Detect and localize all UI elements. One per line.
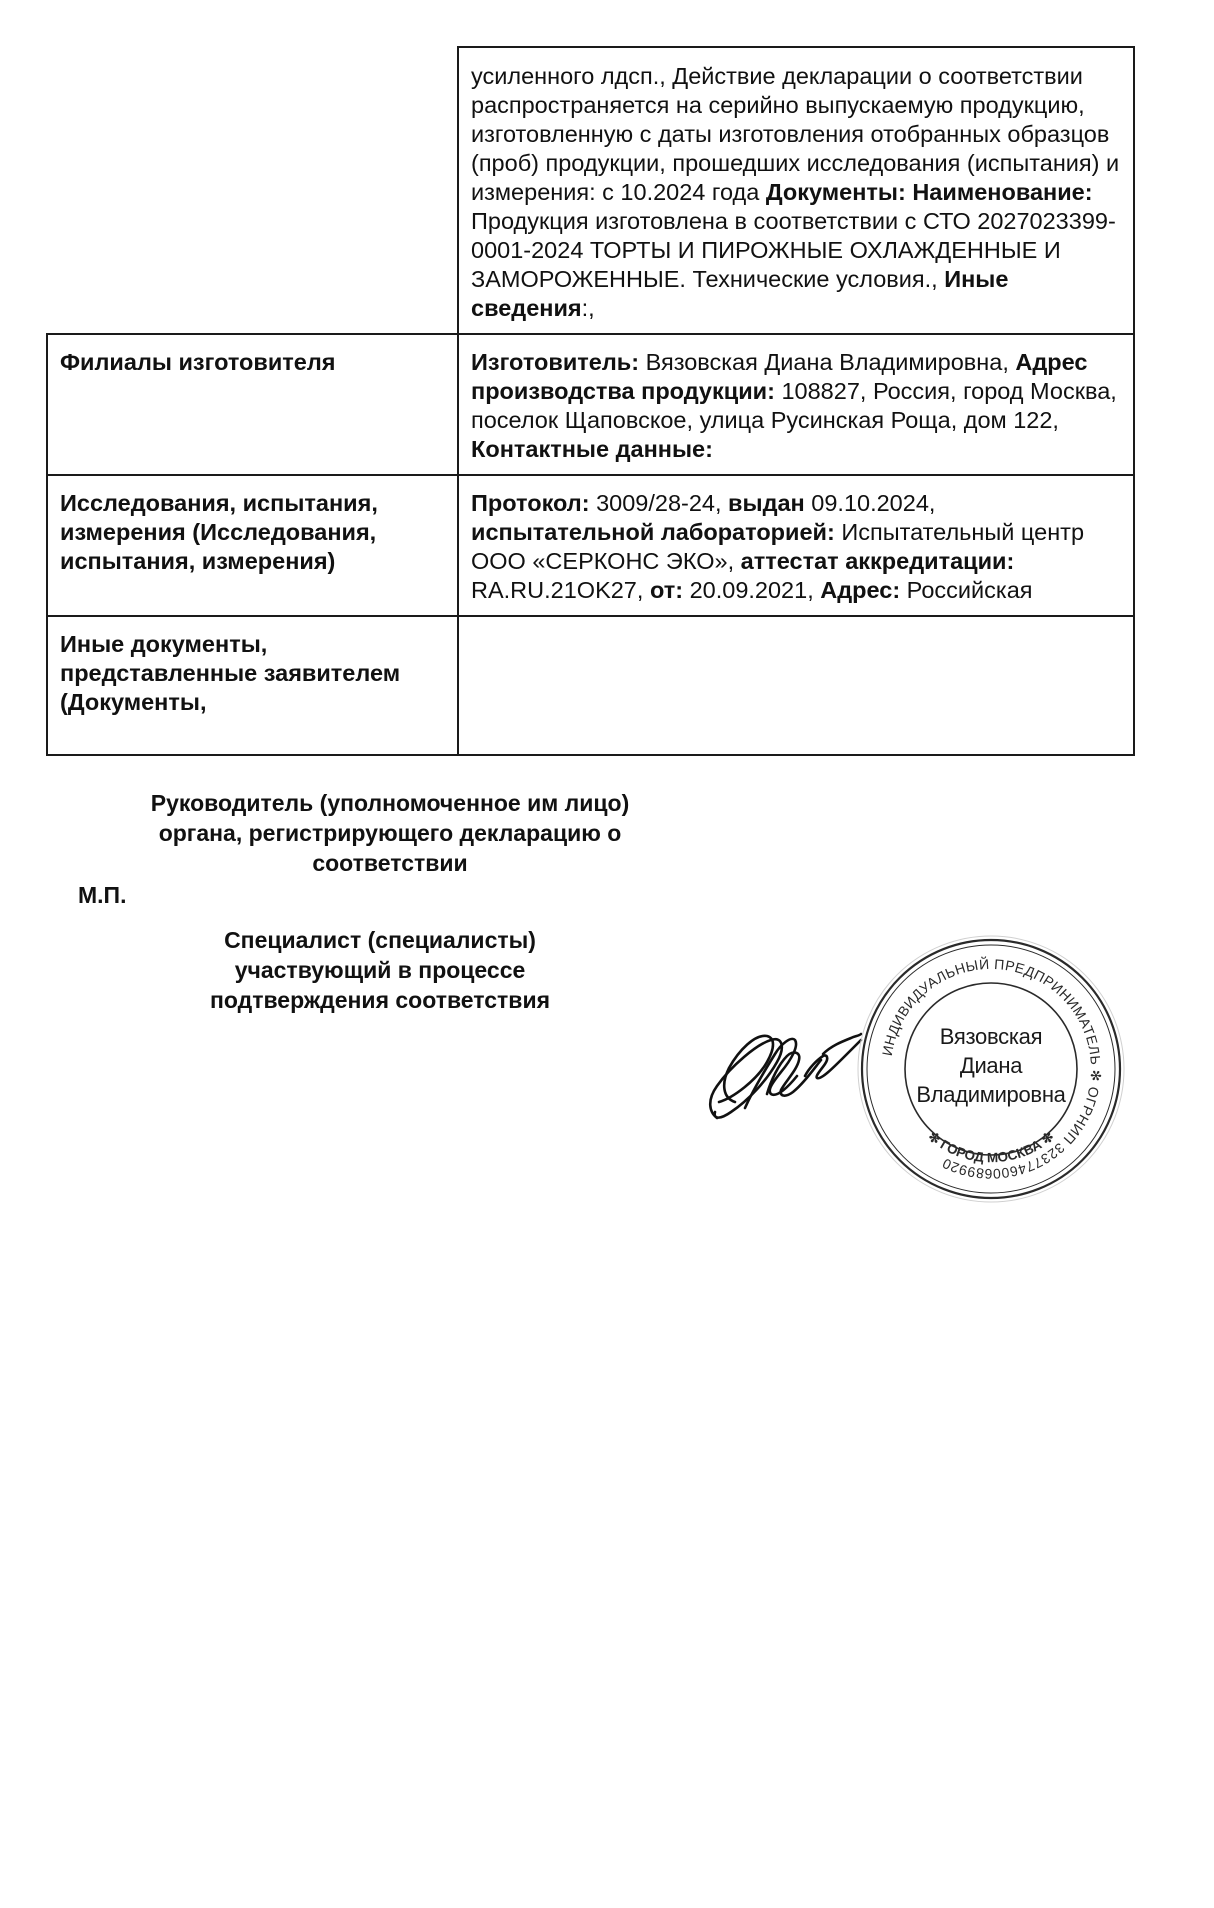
stamp-city-text: ✻ ГОРОД МОСКВА ✻: [925, 1128, 1057, 1166]
value-key: от:: [649, 577, 684, 603]
value-text: :,: [581, 295, 595, 321]
value-key: аттестат аккредитации:: [740, 548, 1015, 574]
value-text: 108827, Россия, город Москва, поселок Щаповское, улица Русинская Роща, дом 122,: [471, 378, 1117, 433]
row-value: [458, 616, 1134, 755]
row-value: [458, 334, 1134, 475]
value-text: 3009/28-24,: [589, 490, 729, 516]
table-row: [47, 334, 1134, 475]
row-label: [47, 47, 458, 334]
value-key: Документы: Наименование:: [765, 179, 1093, 205]
value-key: Иные сведения: [471, 266, 1009, 321]
stamp-name-line: Диана: [959, 1053, 1023, 1078]
value-key: Изготовитель:: [471, 349, 640, 375]
value-text: RA.RU.21OK27,: [471, 577, 650, 603]
specialist-signatory-title: Специалист (специалисты) участвующий в процессе подтверждения соответствия: [209, 927, 551, 1013]
value-key: испытательной лабораторией:: [471, 519, 835, 545]
row-label: Исследования, испытания, измерения (Исследования, испытания, измерения): [47, 475, 458, 616]
stamp-ring-text: ИНДИВИДУАЛЬНЫЙ ПРЕДПРИНИМАТЕЛЬ ✻ ОГРНИП 323774600689920: [878, 955, 1105, 1183]
row-label: Иные документы, представленные заявителем (Документы,: [47, 616, 458, 755]
value-key: выдан: [728, 490, 805, 516]
value-text: Испытательный центр ООО «СЕРКОНС ЭКО»,: [471, 519, 1085, 574]
stamp-owner-name: [852, 1022, 1130, 1109]
row-value: [458, 47, 1134, 334]
value-text: Вязовская Диана Владимировна,: [639, 349, 1016, 375]
value-text: усиленного лдсп., Действие декларации о соответствии распространяется на серийно выпускаемую продукцию, изготовленную с даты изготовления отобранных образцов (проб) продукции, прошедших исследования (испытания) и измерения: с 10.2024 года: [471, 63, 1120, 205]
row-value: [458, 475, 1134, 616]
table-row: [47, 47, 1134, 334]
stamp-name-line: Владимировна: [916, 1082, 1066, 1107]
company-stamp: [852, 930, 1130, 1208]
value-text: 20.09.2021,: [683, 577, 821, 603]
table-row: [47, 475, 1134, 616]
head-signatory-title: Руководитель (уполномоченное им лицо) органа, регистрирующего декларацию о соответствии: [150, 790, 630, 876]
stamp-name-line: Вязовская: [939, 1024, 1043, 1049]
value-text: Российская: [900, 577, 1033, 603]
value-key: Адрес:: [820, 577, 901, 603]
table-row: [47, 616, 1134, 755]
seal-place-label: М.П.: [78, 882, 127, 908]
value-text: 09.10.2024,: [804, 490, 936, 516]
value-text: Продукция изготовлена в соответствии с СТО 2027023399-0001-2024 ТОРТЫ И ПИРОЖНЫЕ ОХЛАЖДЕННЫЕ И ЗАМОРОЖЕННЫЕ. Технические условия.,: [471, 208, 1116, 292]
row-label: Филиалы изготовителя: [47, 334, 458, 475]
declaration-table: [46, 46, 1135, 756]
value-key: Контактные данные:: [471, 436, 713, 462]
value-key: Протокол:: [471, 490, 590, 516]
value-key: Адрес производства продукции:: [471, 349, 1088, 404]
handwritten-signature: [705, 990, 865, 1125]
